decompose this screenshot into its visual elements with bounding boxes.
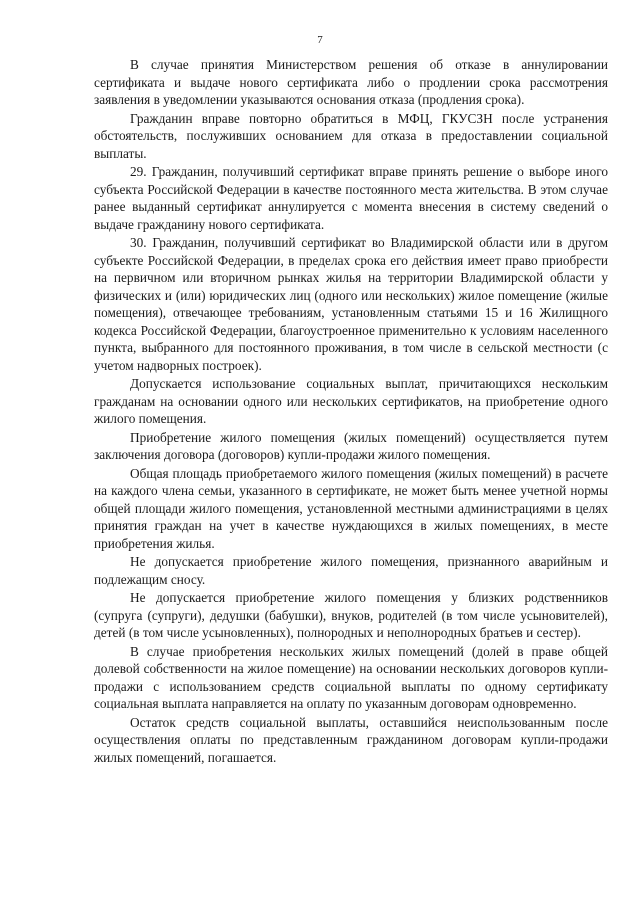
paragraph-29: 29. Гражданин, получивший сертификат вправе принять решение о выборе иного субъекта Российской Федерации в качестве постоянного места жительства. В этом случае ранее выданный сертификат аннулируется с момента внесения в систему сведений о выдаче гражданину нового сертификата.	[94, 164, 608, 232]
paragraph-emergency-housing: Не допускается приобретение жилого помещения, признанного аварийным и подлежащим сносу.	[94, 554, 608, 587]
page-number: 7	[317, 34, 323, 46]
paragraph-relatives: Не допускается приобретение жилого помещения у близких родственников (супруга (супруги), дедушки (бабушки), внуков, родителей (в том числе усыновителей), детей (в том числе усыновленных), полнородных и неполнородных братьев и сестер).	[94, 590, 608, 640]
paragraph-repeat-application: Гражданин вправе повторно обратиться в МФЦ, ГКУСЗН после устранения обстоятельств, послуживших основанием для отказа в предоставлении социальной выплаты.	[94, 110, 608, 161]
paragraph-multiple-certificates: Допускается использование социальных выплат, причитающихся нескольким гражданам на основании одного или нескольких сертификатов, на приобретение одного жилого помещения.	[94, 376, 608, 426]
document-body	[94, 56, 608, 767]
paragraph-several-dwellings: В случае приобретения нескольких жилых помещений (долей в праве общей долевой собственности на жилое помещение) на основании нескольких договоров купли-продажи с использованием средств социальной выплаты по одному сертификату социальная выплата направляется на оплату по указанным договорам одновременно.	[94, 643, 608, 711]
paragraph-purchase-contract: Приобретение жилого помещения (жилых помещений) осуществляется путем заключения договора (договоров) купли-продажи жилого помещения.	[94, 429, 608, 462]
paragraph-remaining-funds: Остаток средств социальной выплаты, оставшийся неиспользованным после осуществления оплаты по представленным гражданином договорам купли-продажи жилых помещений, погашается.	[94, 714, 608, 765]
paragraph-refusal-grounds: В случае принятия Министерством решения об отказе в аннулировании сертификата и выдаче нового сертификата либо о продлении срока рассмотрения заявления в уведомлении указываются основания отказа (продления срока).	[94, 57, 608, 107]
paragraph-floor-area: Общая площадь приобретаемого жилого помещения (жилых помещений) в расчете на каждого члена семьи, указанного в сертификате, не может быть менее учетной нормы общей площади жилого помещения, установленной местными администрациями в целях принятия граждан на учет в качестве нуждающихся в жилых помещениях, в месте приобретения жилья.	[94, 465, 608, 551]
paragraph-30: 30. Гражданин, получивший сертификат во Владимирской области или в другом субъекте Российской Федерации, в пределах срока его действия имеет право приобрести на первичном или вторичном рынках жилья на территории Владимирской области у физических и (или) юридических лиц (одного или нескольких) жилое помещение (жилые помещения), отвечающее требованиям, установленным статьями 15 и 16 Жилищного кодекса Российской Федерации, благоустроенное применительно к условиям населенного пункта, выбранного для постоянного проживания, в том числе в сельской местности (с учетом надворных построек).	[94, 235, 608, 373]
